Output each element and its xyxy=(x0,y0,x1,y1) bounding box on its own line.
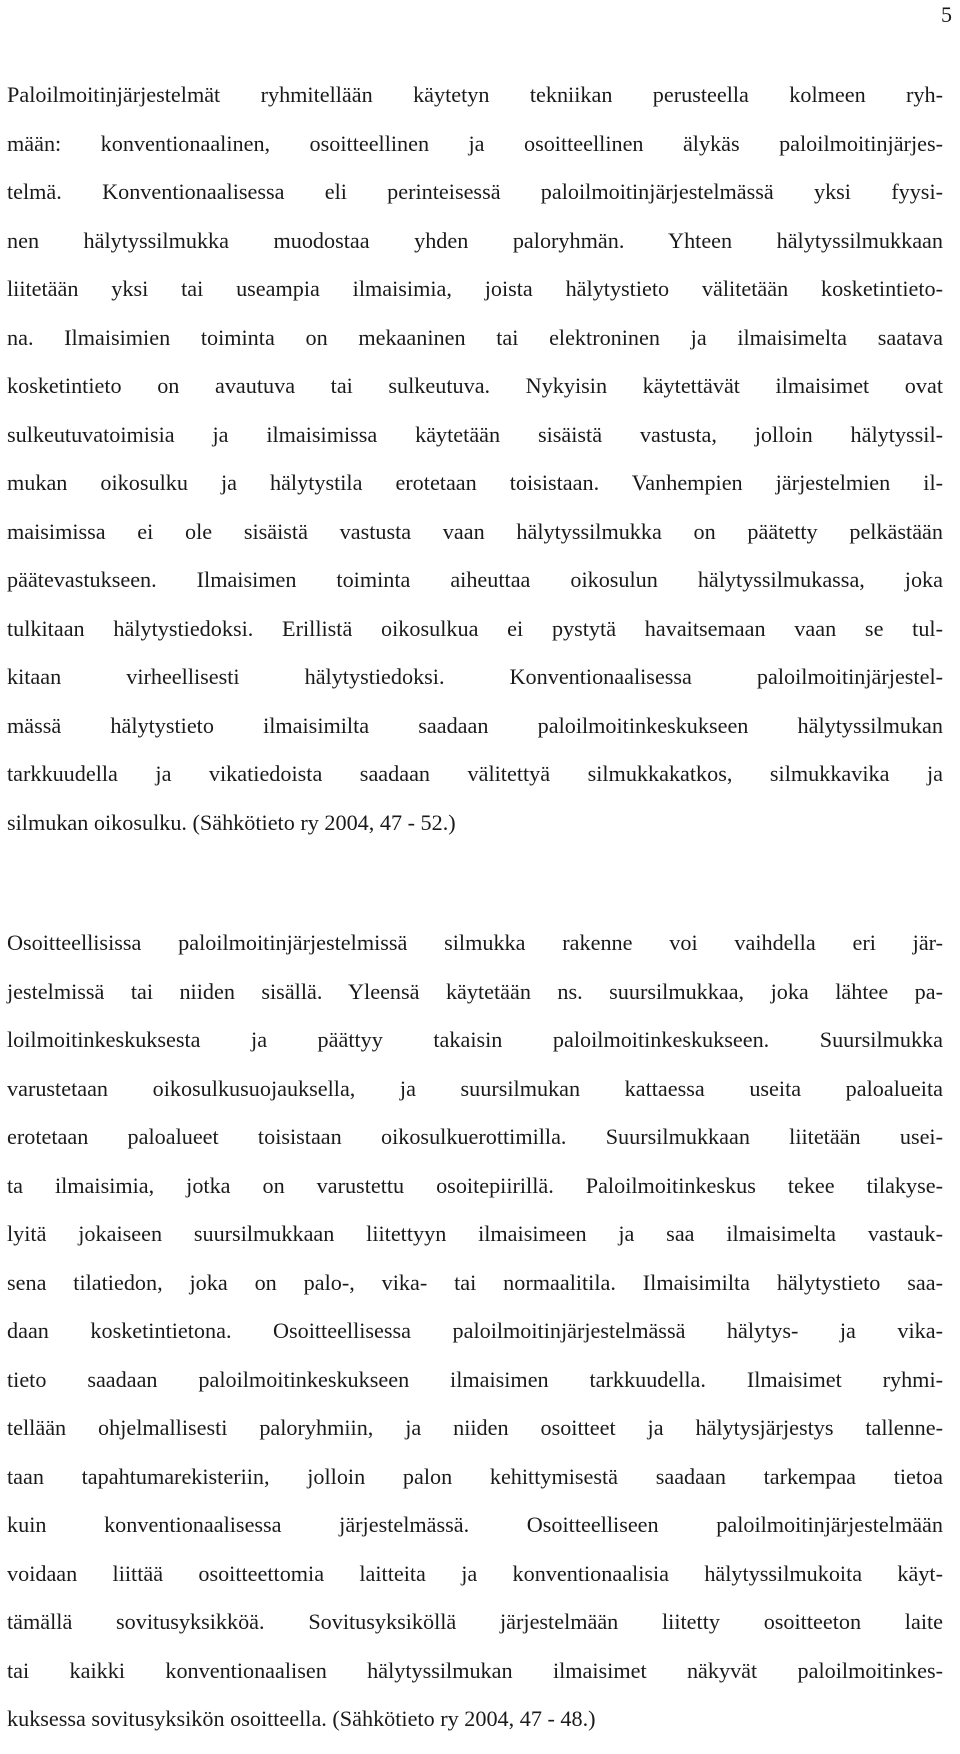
text-line: na. Ilmaisimien toiminta on mekaaninen tai elektroninen ja ilmaisimelta saatava xyxy=(7,324,943,350)
text-line: päätevastukseen. Ilmaisimen toiminta aiheuttaa oikosulun hälytyssilmukassa, joka xyxy=(7,567,943,592)
paragraph-loop-systems xyxy=(7,71,943,847)
text-line: voidaan liittää osoitteettomia laitteita ja konventionaalisia hälytyssilmukoita käyt- xyxy=(7,1560,943,1586)
text-line: kosketintieto on avautuva tai sulkeutuva. Nykyisin käytettävät ilmaisimet ovat xyxy=(7,373,943,398)
text-line: tämällä sovitusyksikköä. Sovitusyksiköllä järjestelmään liitetty osoitteeton laite xyxy=(7,1609,943,1634)
text-line: kitaan virheellisesti hälytystiedoksi. Konventionaalisessa paloilmoitinjärjestel- xyxy=(7,664,943,689)
paragraph-addressable-systems xyxy=(7,919,943,1744)
text-line: kuin konventionaalisessa järjestelmässä. Osoitteelliseen paloilmoitinjärjestelmään xyxy=(7,1512,943,1537)
text-line-last: silmukan oikosulku. (Sähkötieto ry 2004, 47 - 52.) xyxy=(7,809,456,835)
text-line: ta ilmaisimia, jotka on varustettu osoitepiirillä. Paloilmoitinkeskus tekee tilakyse- xyxy=(7,1172,943,1198)
text-line: Paloilmoitinjärjestelmät ryhmitellään käytetyn tekniikan perusteella kolmeen ryh- xyxy=(7,82,943,107)
text-line: mään: konventionaalinen, osoitteellinen ja osoitteellinen älykäs paloilmoitinjärjes- xyxy=(7,130,943,156)
text-line: daan kosketintietona. Osoitteellisessa paloilmoitinjärjestelmässä hälytys- ja vika- xyxy=(7,1318,943,1343)
text-line: loilmoitinkeskuksesta ja päättyy takaisin paloilmoitinkeskukseen. Suursilmukka xyxy=(7,1027,943,1052)
text-line: sena tilatiedon, joka on palo-, vika- tai normaalitila. Ilmaisimilta hälytystieto saa- xyxy=(7,1269,943,1295)
text-line: tellään ohjelmallisesti paloryhmiin, ja niiden osoitteet ja hälytysjärjestys tallenne- xyxy=(7,1415,943,1440)
text-line: tulkitaan hälytystiedoksi. Erillistä oikosulkua ei pystytä havaitsemaan vaan se tul- xyxy=(7,615,943,641)
page-number: 5 xyxy=(941,2,952,27)
text-line: nen hälytyssilmukka muodostaa yhden paloryhmän. Yhteen hälytyssilmukkaan xyxy=(7,227,943,253)
text-line: taan tapahtumarekisteriin, jolloin palon kehittymisestä saadaan tarkempaa tietoa xyxy=(7,1463,943,1489)
text-line: maisimissa ei ole sisäistä vastusta vaan hälytyssilmukka on päätetty pelkästään xyxy=(7,518,943,544)
text-line: mukan oikosulku ja hälytystila erotetaan toisistaan. Vanhempien järjestelmien il- xyxy=(7,470,943,495)
text-line: erotetaan paloalueet toisistaan oikosulkuerottimilla. Suursilmukkaan liitetään usei- xyxy=(7,1124,943,1149)
text-line: jestelmissä tai niiden sisällä. Yleensä käytetään ns. suursilmukkaa, joka lähtee pa- xyxy=(7,978,943,1004)
text-line: mässä hälytystieto ilmaisimilta saadaan paloilmoitinkeskukseen hälytyssilmukan xyxy=(7,712,943,738)
text-line: tai kaikki konventionaalisen hälytyssilmukan ilmaisimet näkyvät paloilmoitinkes- xyxy=(7,1657,943,1683)
text-line: lyitä jokaiseen suursilmukkaan liitettyyn ilmaisimeen ja saa ilmaisimelta vastauk- xyxy=(7,1221,943,1246)
text-line: tieto saadaan paloilmoitinkeskukseen ilmaisimen tarkkuudella. Ilmaisimet ryhmi- xyxy=(7,1366,943,1392)
text-line-last: kuksessa sovitusyksikön osoitteella. (Sähkötieto ry 2004, 47 - 48.) xyxy=(7,1706,596,1731)
text-line: sulkeutuvatoimisia ja ilmaisimissa käytetään sisäistä vastusta, jolloin hälytyssil- xyxy=(7,421,943,447)
text-line: tarkkuudella ja vikatiedoista saadaan välitettyä silmukkakatkos, silmukkavika ja xyxy=(7,761,943,786)
text-line: Osoitteellisissa paloilmoitinjärjestelmissä silmukka rakenne voi vaihdella eri jär- xyxy=(7,930,943,955)
text-line: varustetaan oikosulkusuojauksella, ja suursilmukan kattaessa useita paloalueita xyxy=(7,1075,943,1101)
text-line: telmä. Konventionaalisessa eli perinteisessä paloilmoitinjärjestelmässä yksi fyysi- xyxy=(7,179,943,204)
text-line: liitetään yksi tai useampia ilmaisimia, joista hälytystieto välitetään kosketintieto- xyxy=(7,276,943,301)
